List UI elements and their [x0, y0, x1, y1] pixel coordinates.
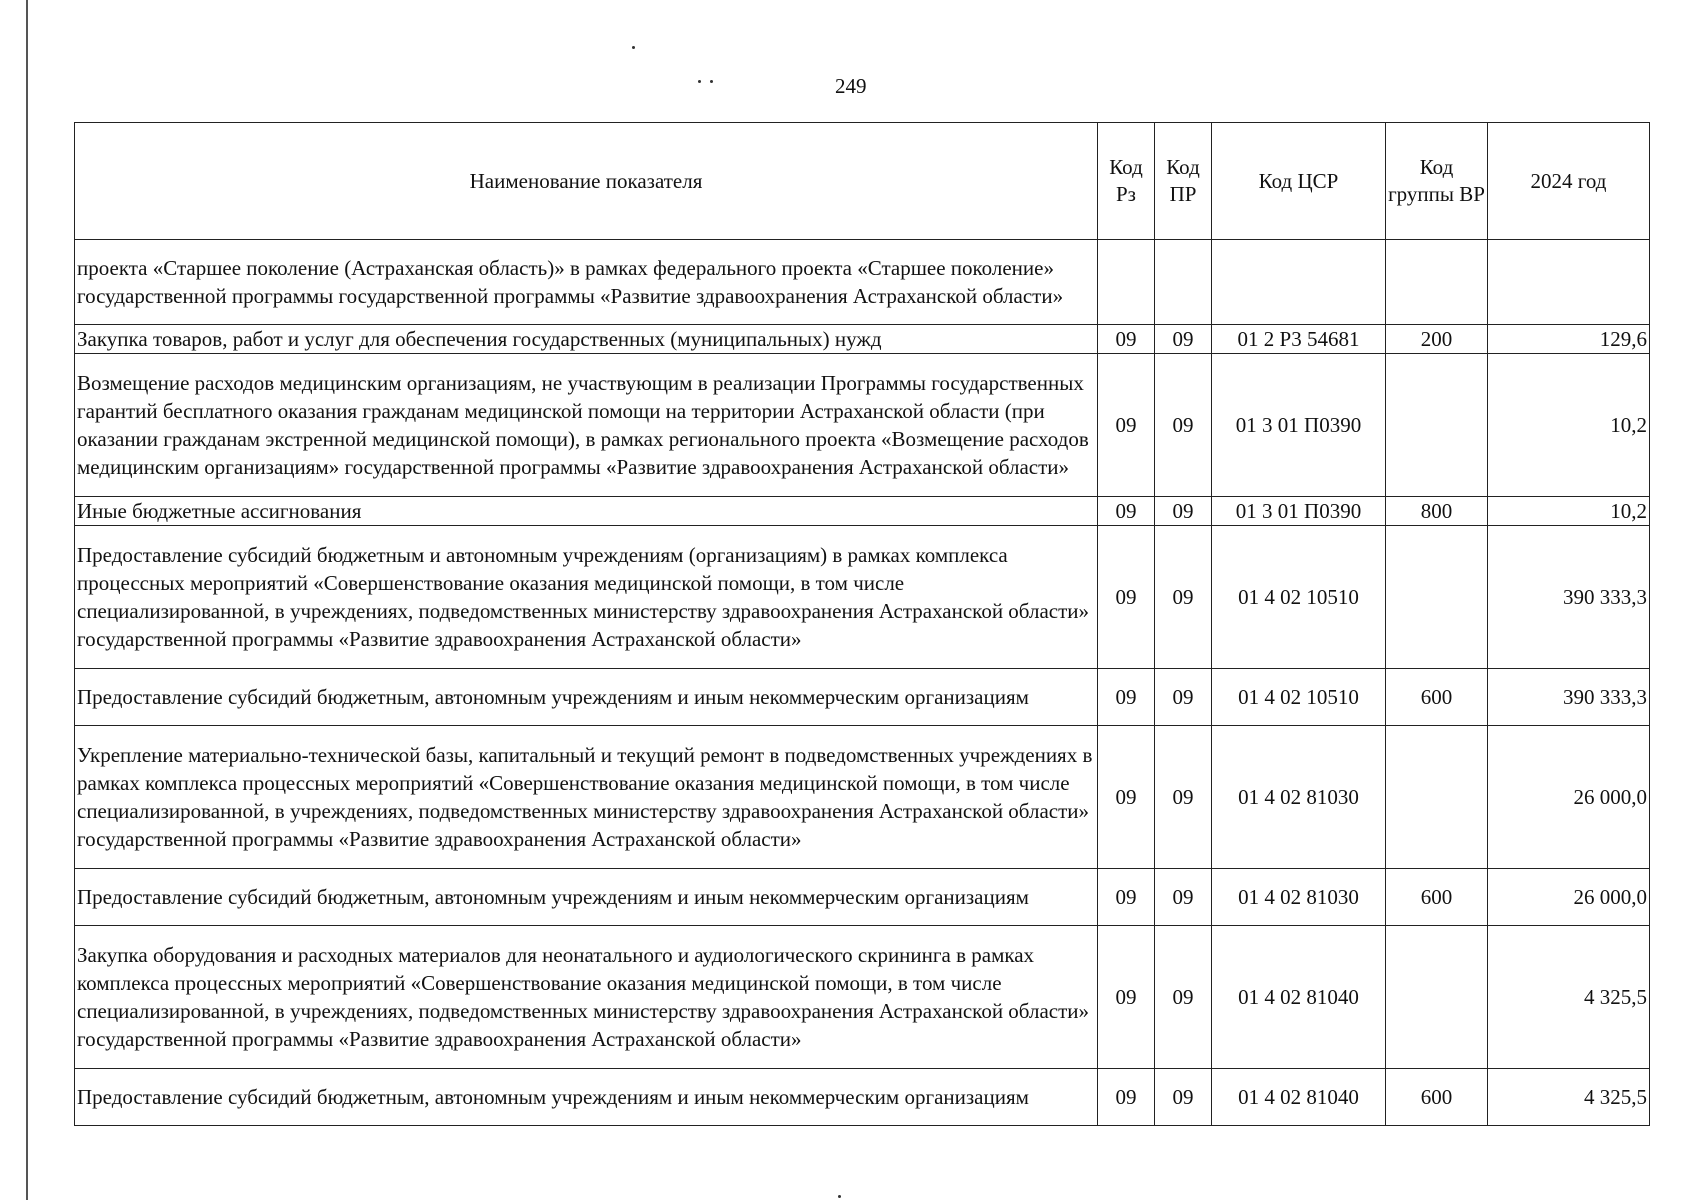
scan-speck	[698, 80, 701, 83]
row-csr: 01 2 Р3 54681	[1212, 325, 1386, 354]
row-amount: 4 325,5	[1488, 1069, 1650, 1126]
table-row	[75, 325, 1650, 354]
header-pr: Код ПР	[1155, 123, 1212, 240]
row-vr	[1386, 726, 1488, 869]
row-rz	[1098, 240, 1155, 325]
table-row	[75, 526, 1650, 669]
row-rz: 09	[1098, 669, 1155, 726]
row-amount: 26 000,0	[1488, 869, 1650, 926]
table-row	[75, 1069, 1650, 1126]
row-csr: 01 3 01 П0390	[1212, 354, 1386, 497]
row-name: Предоставление субсидий бюджетным, автономным учреждениям и иным некоммерческим организациям	[75, 1069, 1098, 1126]
row-vr: 600	[1386, 1069, 1488, 1126]
row-name: Закупка оборудования и расходных материалов для неонатального и аудиологического скрининга в рамках комплекса процессных мероприятий «Совершенствование оказания медицинской помощи, в том числе специализированной, в учреждениях, подведомственных министерству здравоохранения Астраханской области» государственной программы «Развитие здравоохранения Астраханской области»	[75, 926, 1098, 1069]
row-pr: 09	[1155, 526, 1212, 669]
row-vr: 600	[1386, 669, 1488, 726]
row-amount: 4 325,5	[1488, 926, 1650, 1069]
table-header-row	[75, 123, 1650, 240]
row-amount: 26 000,0	[1488, 726, 1650, 869]
row-vr: 200	[1386, 325, 1488, 354]
row-name: Иные бюджетные ассигнования	[75, 497, 1098, 526]
table-row	[75, 726, 1650, 869]
row-name: Укрепление материально-технической базы, капитальный и текущий ремонт в подведомственных учреждениях в рамках комплекса процессных мероприятий «Совершенствование оказания медицинской помощи, в том числе специализированной, в учреждениях, подведомственных министерству здравоохранения Астраханской области» государственной программы «Развитие здравоохранения Астраханской области»	[75, 726, 1098, 869]
row-rz: 09	[1098, 869, 1155, 926]
row-name: проекта «Старшее поколение (Астраханская область)» в рамках федерального проекта «Старшее поколение» государственной программы государственной программы «Развитие здравоохранения Астраханской области»	[75, 240, 1098, 325]
row-csr	[1212, 240, 1386, 325]
row-amount: 390 333,3	[1488, 526, 1650, 669]
row-amount: 10,2	[1488, 354, 1650, 497]
table-row	[75, 669, 1650, 726]
table-row	[75, 497, 1650, 526]
row-rz: 09	[1098, 526, 1155, 669]
row-name: Предоставление субсидий бюджетным и автономным учреждениям (организациям) в рамках комплекса процессных мероприятий «Совершенствование оказания медицинской помощи, в том числе специализированной, в учреждениях, подведомственных министерству здравоохранения Астраханской области» государственной программы «Развитие здравоохранения Астраханской области»	[75, 526, 1098, 669]
row-csr: 01 4 02 10510	[1212, 669, 1386, 726]
row-rz: 09	[1098, 726, 1155, 869]
row-name: Предоставление субсидий бюджетным, автономным учреждениям и иным некоммерческим организациям	[75, 669, 1098, 726]
row-vr	[1386, 526, 1488, 669]
row-csr: 01 3 01 П0390	[1212, 497, 1386, 526]
header-vr: Код группы ВР	[1386, 123, 1488, 240]
row-name: Закупка товаров, работ и услуг для обеспечения государственных (муниципальных) нужд	[75, 325, 1098, 354]
row-csr: 01 4 02 81030	[1212, 726, 1386, 869]
scan-speck	[838, 1195, 841, 1198]
row-vr	[1386, 240, 1488, 325]
row-amount: 10,2	[1488, 497, 1650, 526]
row-pr: 09	[1155, 354, 1212, 497]
row-name: Возмещение расходов медицинским организациям, не участвующим в реализации Программы государственных гарантий бесплатного оказания гражданам медицинской помощи на территории Астраханской области (при оказании гражданам экстренной медицинской помощи), в рамках регионального проекта «Возмещение расходов медицинским организациям» государственной программы «Развитие здравоохранения Астраханской области»	[75, 354, 1098, 497]
row-pr: 09	[1155, 1069, 1212, 1126]
row-name: Предоставление субсидий бюджетным, автономным учреждениям и иным некоммерческим организациям	[75, 869, 1098, 926]
row-csr: 01 4 02 10510	[1212, 526, 1386, 669]
header-name: Наименование показателя	[75, 123, 1098, 240]
table-row	[75, 354, 1650, 497]
row-pr	[1155, 240, 1212, 325]
row-amount: 390 333,3	[1488, 669, 1650, 726]
row-amount	[1488, 240, 1650, 325]
header-rz: Код Рз	[1098, 123, 1155, 240]
row-csr: 01 4 02 81030	[1212, 869, 1386, 926]
row-rz: 09	[1098, 325, 1155, 354]
row-pr: 09	[1155, 325, 1212, 354]
row-pr: 09	[1155, 497, 1212, 526]
row-pr: 09	[1155, 869, 1212, 926]
binding-edge-line	[26, 0, 28, 1200]
row-pr: 09	[1155, 726, 1212, 869]
header-csr: Код ЦСР	[1212, 123, 1386, 240]
table-row	[75, 240, 1650, 325]
row-csr: 01 4 02 81040	[1212, 1069, 1386, 1126]
row-vr	[1386, 926, 1488, 1069]
row-rz: 09	[1098, 497, 1155, 526]
table-row	[75, 926, 1650, 1069]
scan-speck	[710, 80, 713, 83]
row-rz: 09	[1098, 354, 1155, 497]
row-vr	[1386, 354, 1488, 497]
budget-table	[74, 122, 1650, 1126]
row-csr: 01 4 02 81040	[1212, 926, 1386, 1069]
row-vr: 600	[1386, 869, 1488, 926]
row-vr: 800	[1386, 497, 1488, 526]
row-amount: 129,6	[1488, 325, 1650, 354]
scan-speck	[632, 46, 635, 49]
page-number: 249	[835, 74, 867, 98]
row-pr: 09	[1155, 669, 1212, 726]
header-year: 2024 год	[1488, 123, 1650, 240]
row-pr: 09	[1155, 926, 1212, 1069]
row-rz: 09	[1098, 1069, 1155, 1126]
table-row	[75, 869, 1650, 926]
row-rz: 09	[1098, 926, 1155, 1069]
